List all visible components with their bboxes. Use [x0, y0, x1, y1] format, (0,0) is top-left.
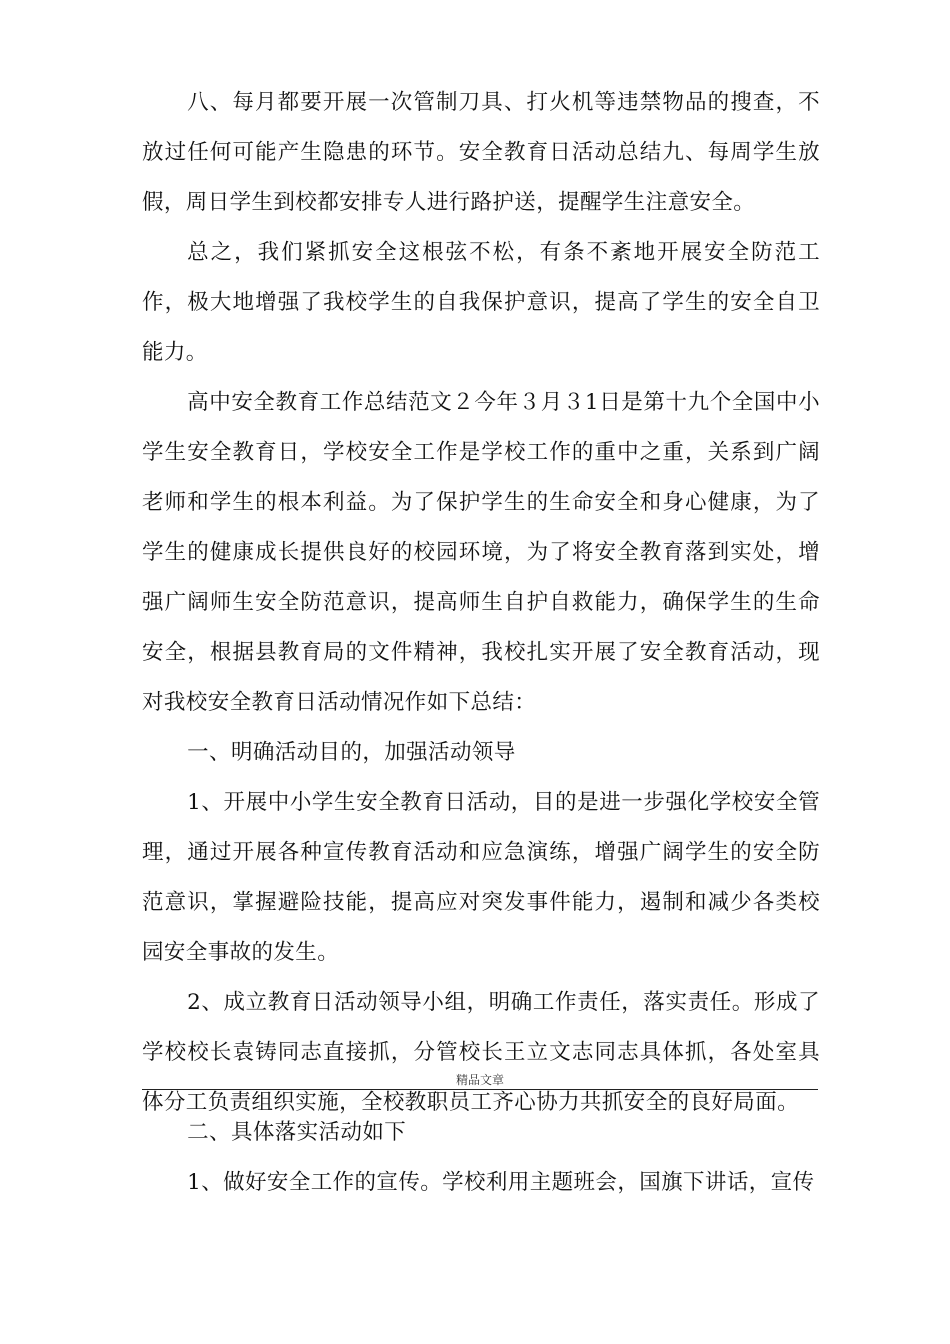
document-body-bottom [142, 1108, 820, 1208]
section-heading-2: 二、具体落实活动如下 [187, 1120, 407, 1145]
page-footer-divider [142, 1089, 818, 1090]
page-footer-label: 精品文章 [455, 1073, 504, 1087]
document-body-top [142, 78, 820, 1128]
section-heading-1: 一、明确活动目的，加强活动领导 [187, 740, 516, 765]
paragraph-summary: 总之，我们紧抓安全这根弦不松，有条不紊地开展安全防范工作，极大地增强了我校学生的自我保护意识，提高了学生的安全自卫能力。 [142, 240, 820, 365]
paragraph-eight: 八、每月都要开展一次管制刀具、打火机等违禁物品的搜查，不放过任何可能产生隐患的环节。安全教育日活动总结九、每周学生放假，周日学生到校都安排专人进行路护送，提醒学生注意安全。 [142, 90, 820, 215]
paragraph-item-1: 1、开展中小学生安全教育日活动，目的是进一步强化学校安全管理，通过开展各种宣传教育活动和应急演练，增强广阔学生的安全防范意识，掌握避险技能，提高应对突发事件能力，遏制和减少各类校园安全事故的发生。 [142, 790, 820, 965]
paragraph-item-2: 2、成立教育日活动领导小组，明确工作责任，落实责任。形成了学校校长袁铸同志直接抓，分管校长王立文志同志具体抓，各处室具体分工负责组织实施，全校教职员工齐心协力共抓安全的良好局面。 [142, 990, 820, 1115]
paragraph-next-item-1: 1、做好安全工作的宣传。学校利用主题班会，国旗下讲话，宣传 [187, 1170, 815, 1195]
paragraph-intro-2: 高中安全教育工作总结范文２今年３月３1日是第十九个全国中小学生安全教育日，学校安全工作是学校工作的重中之重，关系到广阔老师和学生的根本利益。为了保护学生的生命安全和身心健康，为了学生的健康成长提供良好的校园环境，为了将安全教育落到实处，增强广阔师生安全防范意识，提高师生自护自救能力，确保学生的生命安全，根据县教育局的文件精神，我校扎实开展了安全教育活动，现对我校安全教育日活动情况作如下总结： [142, 390, 820, 715]
